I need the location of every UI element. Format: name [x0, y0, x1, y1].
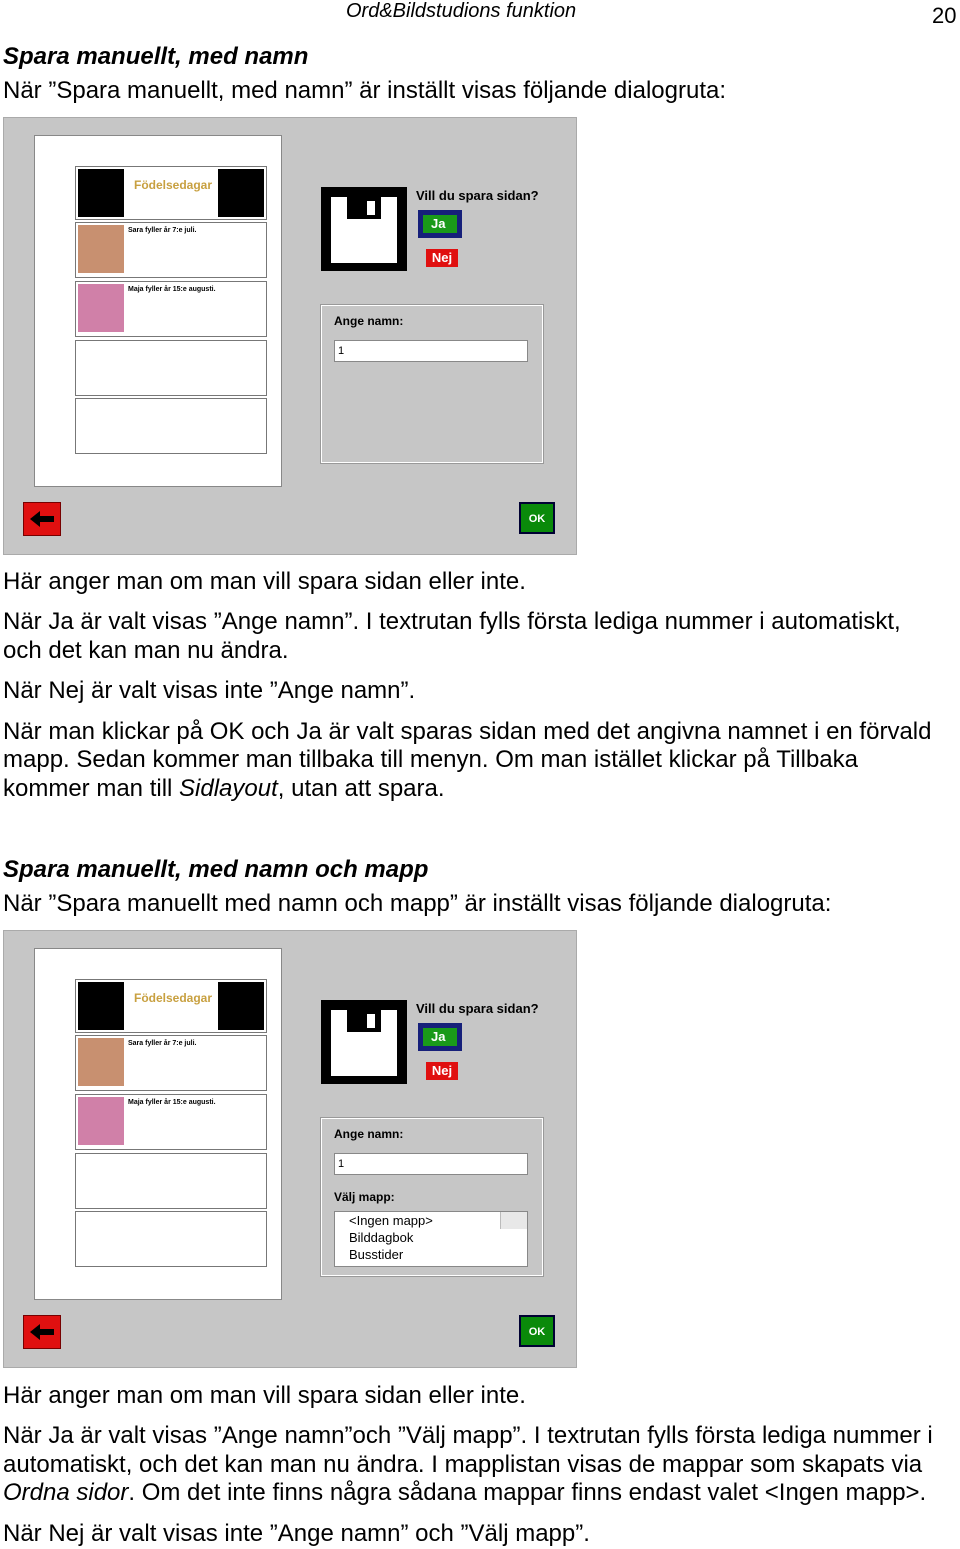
text-run: . Om det inte finns några sådana mappar finns endast valet <Ingen mapp>.: [128, 1479, 927, 1506]
preview-row: [75, 281, 267, 337]
preview-row-text: Sara fyller år 7:e juli.: [128, 227, 197, 234]
text-run-italic: Ordna sidor: [3, 1479, 129, 1506]
section1-p2-line2: och det kan man nu ändra.: [3, 637, 289, 664]
section1-p4-line1: När man klickar på OK och Ja är valt sparas sidan med det angivna namnet i en förvald: [3, 718, 932, 745]
girl-photo: [78, 225, 124, 273]
back-button[interactable]: [23, 502, 61, 536]
section2-p2-line2: automatiskt, och det kan man nu ändra. I mapplistan visas de mappar som skapats via: [3, 1451, 923, 1478]
preview-title-row: [75, 979, 267, 1033]
page-number: 20: [932, 3, 957, 28]
cake-icon: [218, 169, 264, 217]
preview-row: [75, 222, 267, 278]
save-dialog-screenshot-1: [3, 117, 577, 555]
section1-p1: Här anger man om man vill spara sidan eller inte.: [3, 568, 526, 595]
folder-label: Välj mapp:: [334, 1190, 395, 1204]
name-label: Ange namn:: [334, 314, 404, 328]
text-run: kommer man till: [3, 775, 180, 802]
save-question: Vill du spara sidan?: [416, 1001, 539, 1016]
preview-title: Födelsedagar: [134, 178, 213, 192]
folder-item[interactable]: Busstider: [349, 1247, 404, 1262]
section2-intro: När ”Spara manuellt med namn och mapp” är inställt visas följande dialogruta:: [3, 890, 832, 917]
section1-intro: När ”Spara manuellt, med namn” är inställt visas följande dialogruta:: [3, 77, 727, 104]
section1-p4-line3: [3, 774, 445, 803]
text-run: , utan att spara.: [277, 775, 445, 802]
name-input[interactable]: [334, 340, 528, 362]
section2-p2-line1: När Ja är valt visas ”Ange namn”och ”Välj mapp”. I textrutan fylls första lediga nummer i: [3, 1422, 933, 1449]
floppy-disk-icon: [321, 187, 407, 271]
folder-list-scrollbar[interactable]: [500, 1212, 527, 1229]
text-run-italic: Sidlayout: [179, 775, 278, 802]
party-icon: [78, 982, 124, 1030]
folder-list[interactable]: [334, 1211, 528, 1267]
section2-p3: När Nej är valt visas inte ”Ange namn” och ”Välj mapp”.: [3, 1520, 590, 1547]
preview-title-row: [75, 166, 267, 220]
preview-title: Födelsedagar: [134, 991, 213, 1005]
name-value: 1: [338, 1158, 345, 1170]
section1-p3: När Nej är valt visas inte ”Ange namn”.: [3, 677, 416, 704]
name-label: Ange namn:: [334, 1127, 404, 1141]
page-preview: [34, 135, 282, 487]
yes-button[interactable]: [418, 210, 462, 238]
section1-p2-line1: När Ja är valt visas ”Ange namn”. I textrutan fylls första lediga nummer i automatiskt,: [3, 608, 901, 635]
section2-p2-line3: [3, 1478, 926, 1507]
name-folder-panel: [321, 1118, 543, 1276]
back-button[interactable]: [23, 1315, 61, 1349]
save-question: Vill du spara sidan?: [416, 188, 539, 203]
girl-photo: [78, 1038, 124, 1086]
preview-row-text: Maja fyller år 15:e augusti.: [128, 1099, 216, 1106]
section2-p1: Här anger man om man vill spara sidan eller inte.: [3, 1382, 526, 1409]
cake-icon: [218, 982, 264, 1030]
section1-p4-line2: mapp. Sedan kommer man tillbaka till menyn. Om man istället klickar på Tillbaka: [3, 746, 858, 773]
preview-row-empty: [75, 1153, 267, 1209]
floppy-disk-icon: [321, 1000, 407, 1084]
ok-button[interactable]: OK: [519, 502, 555, 534]
arrow-left-icon: [24, 1316, 60, 1348]
child-photo: [78, 284, 124, 332]
preview-row-text: Maja fyller år 15:e augusti.: [128, 286, 216, 293]
preview-row-empty: [75, 340, 267, 396]
yes-label: Ja: [423, 1028, 457, 1046]
child-photo: [78, 1097, 124, 1145]
folder-item[interactable]: Bilddagbok: [349, 1230, 414, 1245]
name-value: 1: [338, 345, 345, 357]
preview-row-text: Sara fyller år 7:e juli.: [128, 1040, 197, 1047]
name-input[interactable]: [334, 1153, 528, 1175]
page-preview: [34, 948, 282, 1300]
preview-row: [75, 1094, 267, 1150]
preview-row: [75, 1035, 267, 1091]
arrow-left-icon: [24, 503, 60, 535]
save-dialog-screenshot-2: [3, 930, 577, 1368]
no-button[interactable]: Nej: [426, 249, 458, 267]
section1-heading: Spara manuellt, med namn: [3, 43, 309, 70]
folder-item[interactable]: <Ingen mapp>: [349, 1213, 433, 1228]
preview-row-empty: [75, 1211, 267, 1267]
yes-label: Ja: [423, 215, 457, 233]
yes-button[interactable]: [418, 1023, 462, 1051]
preview-row-empty: [75, 398, 267, 454]
name-panel: [321, 305, 543, 463]
party-icon: [78, 169, 124, 217]
no-button[interactable]: Nej: [426, 1062, 458, 1080]
ok-button[interactable]: OK: [519, 1315, 555, 1347]
section2-heading: Spara manuellt, med namn och mapp: [3, 856, 429, 883]
running-header: Ord&Bildstudions funktion: [346, 0, 577, 22]
